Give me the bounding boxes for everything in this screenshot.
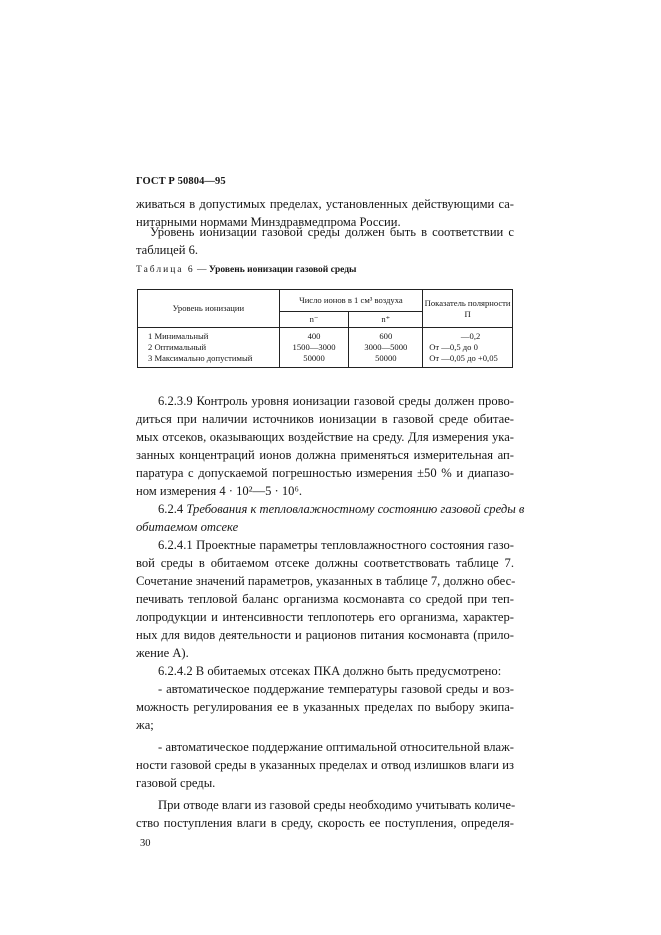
table-row-level: 1 Минимальный [148,331,209,341]
list-item-line: жа; [136,718,154,732]
table-caption [136,265,356,275]
table-header-n-minus: n⁻ [279,312,349,328]
table-caption-label: Таблица 6 [136,265,195,275]
list-item-line: можность регулирования ее в указанных пределах по выбору экипа- [136,700,514,714]
table-row-n-plus: 3000—5000 [364,342,408,352]
body-text-line: диться при наличии источников ионизации в газовой среде обитае- [136,412,514,426]
body-text-line: нитарными нормами Минздравмедпрома России. [136,215,401,229]
table-row-n-plus: 600 [379,331,393,341]
table-cell-levels [138,328,280,368]
list-item-line: газовой среды. [136,776,216,790]
document-header: ГОСТ Р 50804—95 [136,176,226,187]
list-item-line: - автоматическое поддержание оптимальной относительной влаж- [158,740,514,754]
table-header-polarity [423,290,513,328]
body-text-line: Сочетание значений параметров, указанных в таблице 7, должно обес- [136,574,516,588]
page-number: 30 [140,838,151,849]
body-text-line: 6.2.4.2 В обитаемых отсеках ПКА должно быть предусмотрено: [158,664,502,678]
body-text-line: 6.2.4.1 Проектные параметры тепловлажностного состояния газо- [158,538,514,552]
list-item-line: ности газовой среды в указанных пределах и отвод излишков влаги из [136,758,514,772]
section-number: 6.2.4 [158,502,187,516]
list-item-line: - автоматическое поддержание температуры газовой среды и воз- [158,682,514,696]
table-header-ions: Число ионов в 1 см³ воздуха [279,290,423,312]
table-row-polarity: От —0,05 до +0,05 [429,353,498,363]
section-heading-line [158,501,525,519]
table-caption-dash: — [194,265,209,275]
table-row-polarity: —0,2 [460,331,481,341]
body-text-line: вой среды в обитаемом отсеке должны соответствовать таблице 7. [136,556,514,570]
body-text-line: Уровень ионизации газовой среды должен быть в соответствии с [150,225,514,239]
table-header-n-plus: n⁺ [349,312,423,328]
table-row-polarity: От —0,5 до 0 [429,342,478,352]
body-text-line: занных концентраций ионов должна применяться измерительная ап- [136,448,514,462]
section-heading-line [136,519,514,537]
body-text-line: таблицей 6. [136,243,199,257]
table-cell-n-plus [349,328,423,368]
body-text-line: 6.2.3.9 Контроль уровня ионизации газовой среды должен прово- [158,394,514,408]
body-text-line: живаться в допустимых пределах, установленных действующими са- [136,197,514,211]
body-text-line: мых отсеков, оказывающих воздействие на среду. Для измерения ука- [136,430,514,444]
body-text-line: жение А). [136,646,189,660]
table-row-n-plus: 50000 [375,353,397,363]
table-cell-n-minus [279,328,349,368]
body-text-line: ном измерения 4 · 10²—5 · 10⁶. [136,484,302,498]
table-header-polarity-label: Показатель полярности [424,297,511,308]
body-text-line: лопродукции и интенсивности теплопотерь его организма, характер- [136,610,514,624]
table-caption-title: Уровень ионизации газовой среды [208,265,357,275]
table-row-level: 3 Максимально допустимый [148,353,253,363]
table-header-level: Уровень ионизации [138,290,280,328]
table-row-level: 2 Оптимальный [148,342,207,352]
table-header-polarity-symbol: П [464,308,471,319]
body-text-line: ных для видов деятельности и рационов питания космонавта (прило- [136,628,514,642]
table-row-n-minus: 1500—3000 [292,342,336,352]
ionization-table [137,289,513,368]
section-title: Требования к тепловлажностному состоянию газовой среды в [186,502,525,516]
body-text-line: ство поступления влаги в среду, скорость ее поступления, определя- [136,816,514,830]
body-text-line: печивать тепловой баланс организма космонавта со средой при теп- [136,592,514,606]
body-text-line: паратура с допускаемой погрешностью измерения ±50 % и диапазо- [136,466,514,480]
table-cell-polarity [423,328,513,368]
section-title-continued: обитаемом отсеке [136,520,239,534]
table-row-n-minus: 50000 [303,353,325,363]
body-text-line: При отводе влаги из газовой среды необходимо учитывать количе- [158,798,516,812]
table-row-n-minus: 400 [307,331,321,341]
